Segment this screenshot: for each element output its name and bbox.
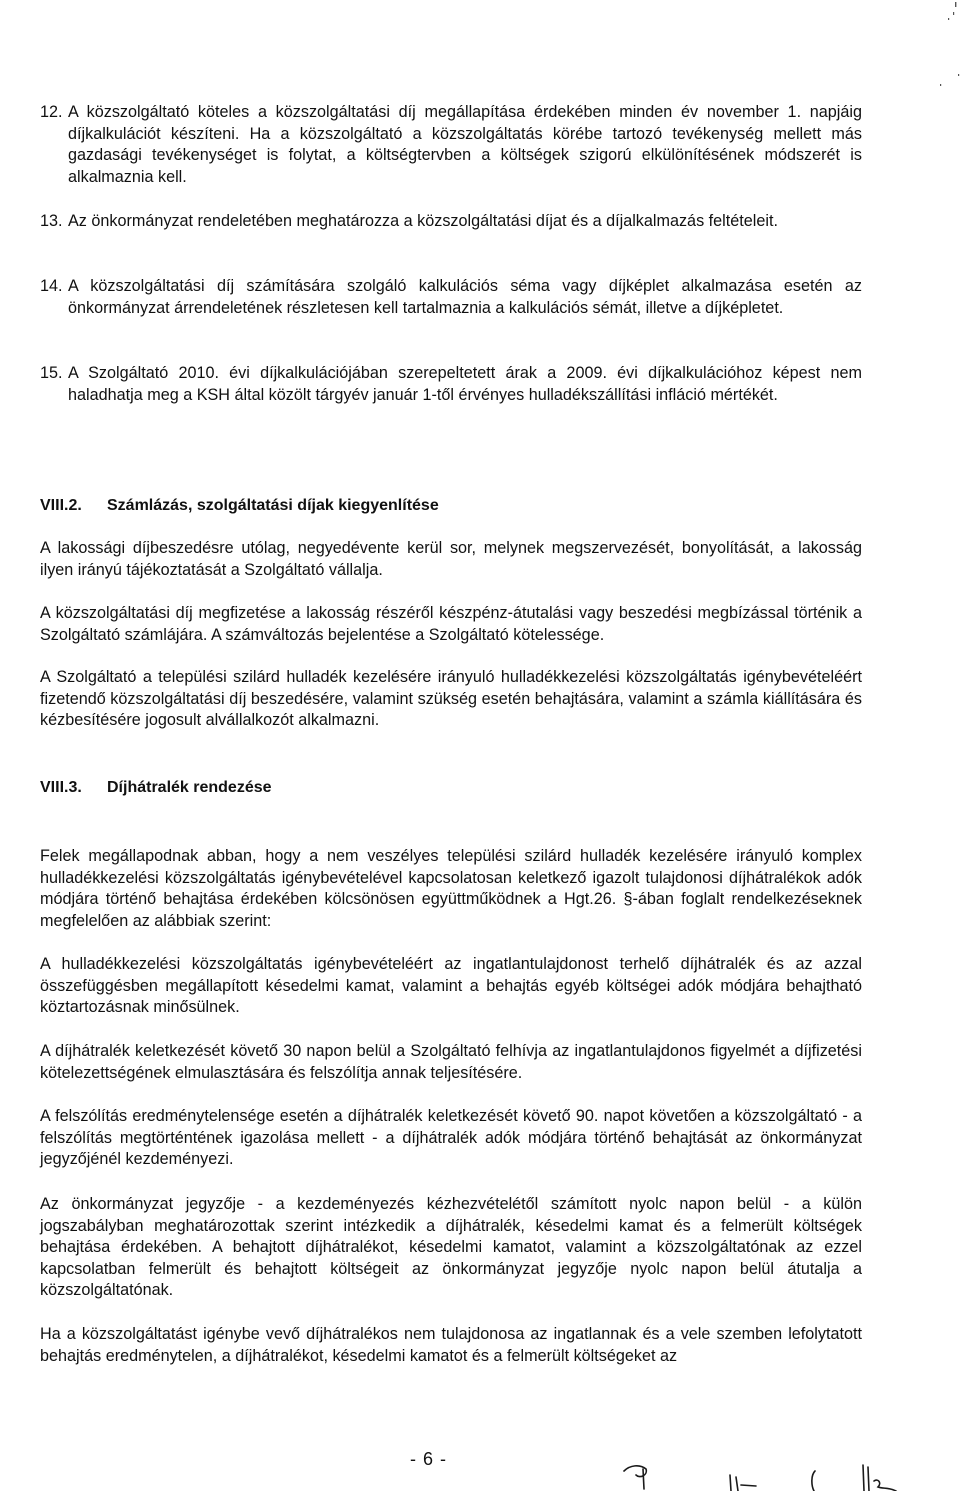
handwritten-initials — [610, 1445, 910, 1491]
paragraph: A lakossági díjbeszedésre utólag, negyedévente kerül sor, melynek megszervezését, bonyolítását, a lakosság ilyen irányú tájékoztatását a Szolgáltató vállalja. — [40, 539, 862, 579]
list-item-14 — [40, 276, 862, 319]
item-number: 15. — [40, 364, 63, 382]
scan-marks — [920, 0, 960, 90]
section-heading-viii-2 — [40, 497, 439, 515]
page-number: - 6 - — [410, 1449, 448, 1469]
section-number: VIII.2. — [40, 497, 82, 514]
item-text: Az önkormányzat rendeletében meghatározza a közszolgáltatási díjat és a díjalkalmazás feltételeit. — [68, 212, 778, 230]
item-text: A közszolgáltató köteles a közszolgáltatási díj megállapítása érdekében minden év november 1. napjáig díjkalkulációt készíteni. Ha a közszolgáltató a közszolgáltatás körébe tartozó tevékenység mellett más gazdasági tevékenységet is folytat, a költségtervben a költségek szigorú elkülönítésének módszerét is alkalmaznia kell. — [68, 103, 862, 186]
section-number: VIII.3. — [40, 779, 82, 796]
item-number: 14. — [40, 277, 63, 295]
paragraph: A díjhátralék keletkezését követő 30 napon belül a Szolgáltató felhívja az ingatlantulajdonos figyelmét a díjfizetési kötelezettségének elmulasztására és felszólítja annak teljesítésére. — [40, 1042, 862, 1082]
paragraph: A közszolgáltatási díj megfizetése a lakosság részéről készpénz-átutalási vagy beszedési megbízással történik a Szolgáltató számlájára. A számváltozás bejelentése a Szolgáltató kötelessége. — [40, 604, 862, 644]
section-heading-viii-3 — [40, 779, 272, 797]
paragraph: Az önkormányzat jegyzője - a kezdeményezés kézhezvételétől számított nyolc napon belül - a külön jogszabályban meghatározottak szerint intézkedik a díjhátralék, késedelmi kamat és a felmerült költségek behajtása érdekében. A behajtott díjhátralékot, késedelmi kamatot, valamint a közszolgáltatónak az ezzel kapcsolatban felmerült és behajtott költségeit az önkormányzat jegyzője nyolc napon belül átutalja a közszolgáltatónak. — [40, 1195, 862, 1299]
item-text: A közszolgáltatási díj számítására szolgáló kalkulációs séma vagy díjképlet alkalmazása esetén az önkormányzat árrendeletének részletesen kell tartalmaznia a kalkulációs sémát, illetve a díjképletet. — [68, 277, 862, 317]
paragraph: Felek megállapodnak abban, hogy a nem veszélyes települési szilárd hulladék kezelésére irányuló komplex hulladékkezelési közszolgáltatás igénybevételével kapcsolatosan keletkező igazolt tulajdonosi díjhátralékok adók módjára történő behajtása érdekében kölcsönösen együttműködnek a Hgt.26. §-ában foglalt rendelkezéseknek megfelelően az alábbiak szerint: — [40, 847, 862, 930]
list-item-12 — [40, 102, 862, 188]
list-item-13 — [40, 211, 862, 233]
section-title: Számlázás, szolgáltatási díjak kiegyenlítése — [107, 497, 439, 514]
section-title: Díjhátralék rendezése — [107, 779, 272, 796]
paragraph: A hulladékkezelési közszolgáltatás igénybevételéért az ingatlantulajdonost terhelő díjhátralék és az azzal összefüggésben megállapított késedelmi kamat, valamint a behajtás egyéb költségei adók módjára behajtható köztartozásnak minősülnek. — [40, 955, 862, 1016]
paragraph: A Szolgáltató a települési szilárd hulladék kezelésére irányuló hulladékkezelési közszolgáltatás igénybevételéért fizetendő közszolgáltatási díj beszedésére, valamint szükség esetén behajtására, valamint a számla kiállítására és kézbesítésére jogosult alvállalkozót alkalmazni. — [40, 668, 862, 729]
item-text: A Szolgáltató 2010. évi díjkalkulációjában szerepeltetett árak a 2009. évi díjkalkulációhoz képest nem haladhatja meg a KSH által közölt tárgyév január 1-től érvényes hulladékszállítási infláció mértékét. — [68, 364, 862, 404]
item-number: 12. — [40, 103, 63, 121]
item-number: 13. — [40, 212, 63, 230]
paragraph: A felszólítás eredménytelensége esetén a díjhátralék keletkezését követő 90. napot követően a közszolgáltató - a felszólítás megtörténtének igazolása mellett - a díjhátralék adók módjára történő behajtását az önkormányzat jegyzőjénél kezdeményezi. — [40, 1107, 862, 1168]
list-item-15 — [40, 363, 862, 406]
paragraph: Ha a közszolgáltatást igénybe vevő díjhátralékos nem tulajdonosa az ingatlannak és a vele szemben lefolytatott behajtás eredménytelen, a díjhátralékot, késedelmi kamatot és a felmerült költségeket az — [40, 1325, 862, 1365]
